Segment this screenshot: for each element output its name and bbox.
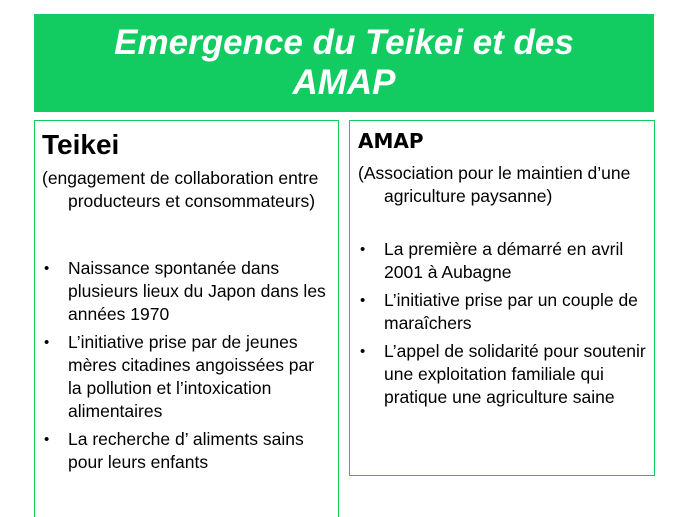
amap-subtitle: (Association pour le maintien d’une agriculture paysanne) bbox=[358, 163, 631, 206]
bullet-dot-icon: • bbox=[360, 343, 366, 360]
teikei-bullet-item bbox=[42, 331, 332, 423]
amap-bullet-text: La première a démarré en avril 2001 à Aubagne bbox=[384, 239, 624, 282]
teikei-bullet-text: Naissance spontanée dans plusieurs lieux du Japon dans les années 1970 bbox=[68, 258, 326, 324]
bullet-dot-icon: • bbox=[44, 260, 50, 277]
amap-bullet-list bbox=[358, 238, 650, 409]
bullet-dot-icon: • bbox=[44, 431, 50, 448]
amap-bullet-item bbox=[358, 340, 650, 409]
amap-heading: AMAP bbox=[358, 129, 424, 153]
bullet-dot-icon: • bbox=[44, 334, 50, 351]
amap-bullet-text: L’appel de solidarité pour soutenir une exploitation familiale qui pratique une agriculture saine bbox=[384, 341, 646, 407]
teikei-bullet-item bbox=[42, 257, 332, 326]
amap-panel bbox=[349, 120, 655, 476]
slide-title: Emergence du Teikei et des AMAP bbox=[114, 23, 574, 102]
teikei-subtitle: (engagement de collaboration entre producteurs et consommateurs) bbox=[42, 168, 319, 211]
teikei-panel bbox=[34, 120, 339, 517]
amap-bullet-text: L’initiative prise par un couple de maraîchers bbox=[384, 290, 638, 333]
teikei-bullet-item bbox=[42, 428, 332, 474]
amap-bullet-item bbox=[358, 289, 650, 335]
teikei-bullet-text: L’initiative prise par de jeunes mères citadines angoissées par la pollution et l’intoxication alimentaires bbox=[68, 332, 315, 421]
bullet-dot-icon: • bbox=[360, 241, 366, 258]
bullet-dot-icon: • bbox=[360, 292, 366, 309]
teikei-bullet-list bbox=[42, 257, 332, 474]
title-banner bbox=[34, 14, 654, 112]
teikei-heading: Teikei bbox=[42, 129, 120, 160]
teikei-bullet-text: La recherche d’ aliments sains pour leurs enfants bbox=[68, 429, 304, 472]
amap-bullet-item bbox=[358, 238, 650, 284]
